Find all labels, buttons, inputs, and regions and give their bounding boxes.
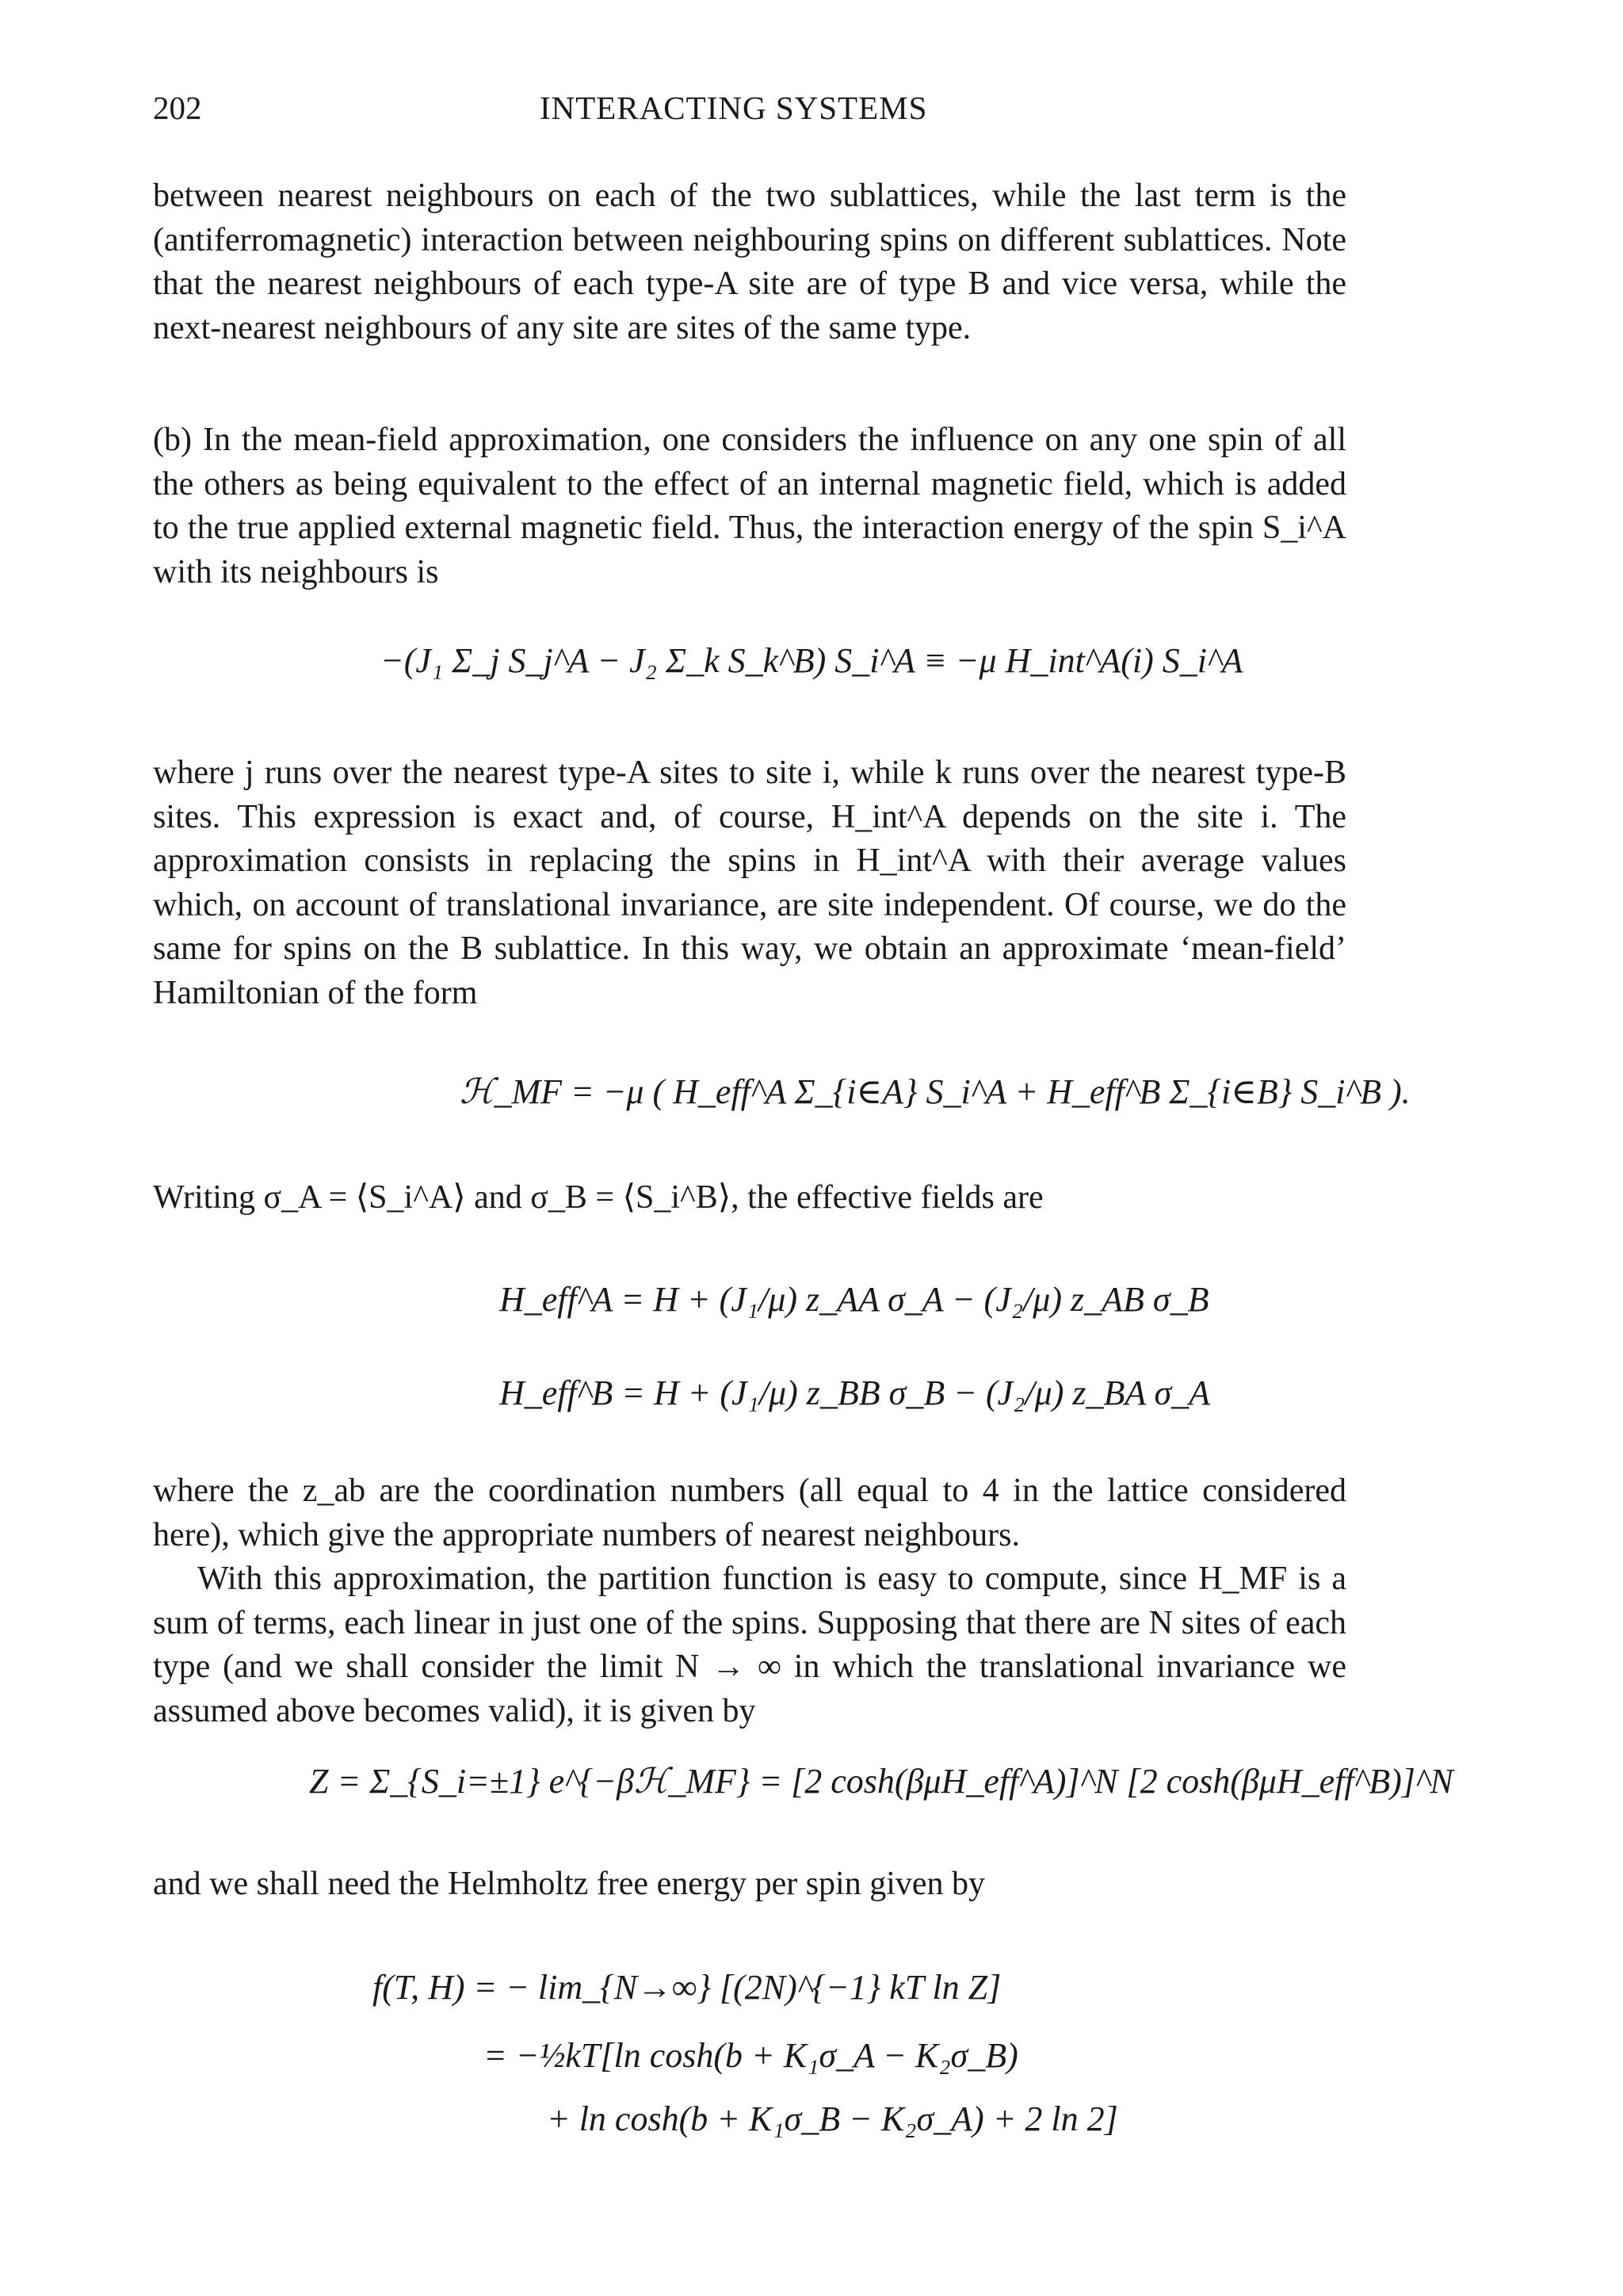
- paragraph-6-text: and we shall need the Helmholtz free energy per spin given by: [153, 1866, 986, 1902]
- paragraph-5: [153, 1469, 1346, 1733]
- paragraph-2-text: (b) In the mean-field approximation, one considers the influence on any one spin of all the others as being equivalent to the effect of an internal magnetic field, which is added to the true applied external magnetic field. Thus, the interaction energy of the spin S_i^A with its neighbours is: [153, 422, 1346, 590]
- equation-effective-field-b: H_eff^B = H + (J₁/μ) z_BB σ_B − (J₂/μ) z_BA σ_A: [499, 1373, 1211, 1412]
- paragraph-4-text: Writing σ_A = ⟨S_i^A⟩ and σ_B = ⟨S_i^B⟩, the effective fields are: [153, 1179, 1044, 1216]
- equation-effective-field-a: H_eff^A = H + (J₁/μ) z_AA σ_A − (J₂/μ) z_AB σ_B: [499, 1280, 1209, 1319]
- paragraph-5b-text: With this approximation, the partition function is easy to compute, since H_MF is a sum of terms, each linear in just one of the spins. Supposing that there are N sites of each type (and we shall consider the limit N → ∞ in which the translational invariance we assumed above becomes valid), it is given by: [153, 1561, 1346, 1729]
- page-number: 202: [153, 90, 202, 126]
- page-header: [153, 89, 1500, 136]
- equation-free-energy-line-3: + ln cosh(b + K₁σ_B − K₂σ_A) + 2 ln 2]: [547, 2099, 1118, 2138]
- equation-partition-function: Z = Σ_{S_i=±1} e^{−βℋ_MF} = [2 cosh(βμH_eff^A)]^N [2 cosh(βμH_eff^B)]^N: [309, 1762, 1453, 1801]
- equation-interaction-energy: −(J₁ Σ_j S_j^A − J₂ Σ_k S_k^B) S_i^A ≡ −μ H_int^A(i) S_i^A: [380, 641, 1243, 680]
- paragraph-1-text: between nearest neighbours on each of the two sublattices, while the last term is the (antiferromagnetic) interaction between neighbouring spins on different sublattices. Note that the nearest neighbours of each type-A site are of type B and vice versa, while the next-nearest neighbours of any site are sites of the same type.: [153, 178, 1346, 346]
- paragraph-1: [153, 174, 1346, 350]
- paragraph-3-text: where j runs over the nearest type-A sites to site i, while k runs over the nearest type-B sites. This expression is exact and, of course, H_int^A depends on the site i. The approximation consists in replacing the spins in H_int^A with their average values which, on account of translational invariance, are site independent. Of course, we do the same for spins on the B sublattice. In this way, we obtain an approximate ‘mean-field’ Hamiltonian of the form: [153, 755, 1346, 1011]
- paragraph-6: [153, 1862, 1183, 1907]
- equation-free-energy-line-1: f(T, H) = − lim_{N→∞} [(2N)^{−1} kT ln Z]: [372, 1968, 1002, 2007]
- paragraph-2: [153, 418, 1346, 594]
- running-head: INTERACTING SYSTEMS: [540, 90, 928, 126]
- paragraph-5a-text: where the z_ab are the coordination numbers (all equal to 4 in the lattice considered here), which give the appropriate numbers of nearest neighbours.: [153, 1473, 1346, 1553]
- equation-free-energy-line-2: = −½kT[ln cosh(b + K₁σ_A − K₂σ_B): [483, 2036, 1018, 2075]
- paragraph-4: [153, 1176, 1346, 1221]
- paragraph-3: [153, 751, 1346, 1015]
- equation-mean-field-hamiltonian: ℋ_MF = −μ ( H_eff^A Σ_{i∈A} S_i^A + H_eff^B Σ_{i∈B} S_i^B ).: [460, 1072, 1411, 1111]
